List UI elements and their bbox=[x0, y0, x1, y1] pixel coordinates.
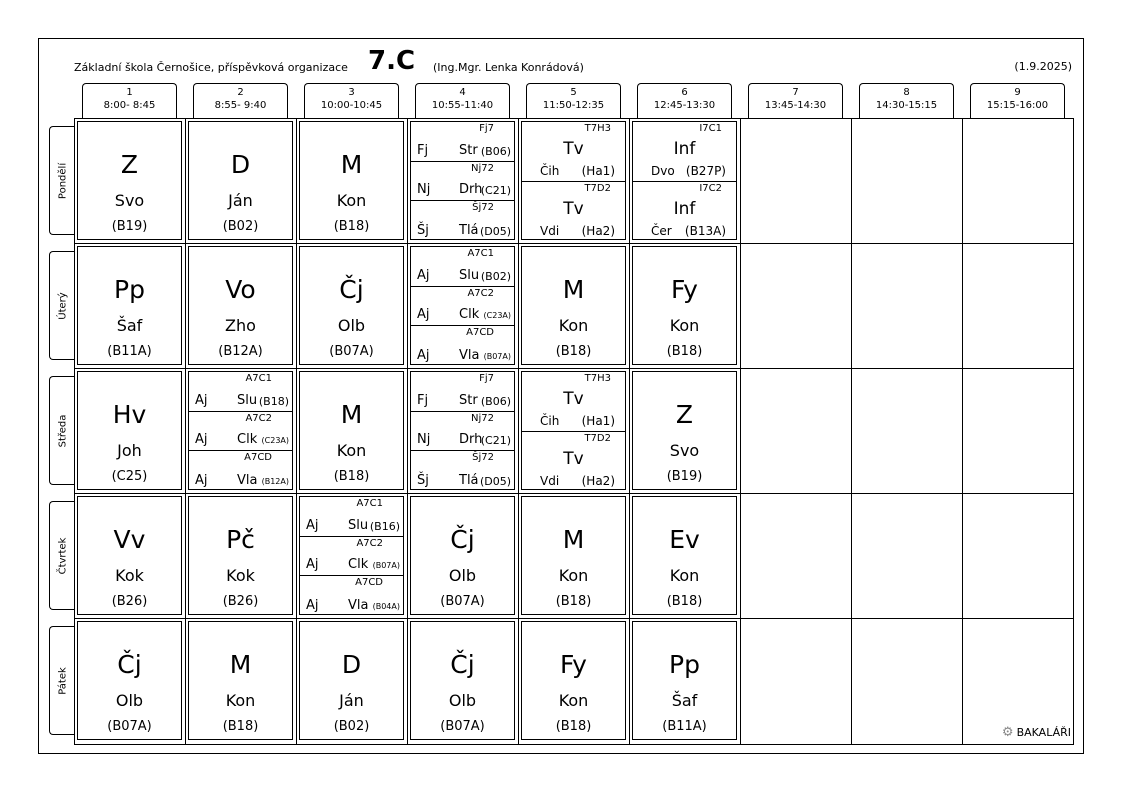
lesson-teacher: Kon bbox=[558, 566, 589, 585]
lesson-room: (D05) bbox=[479, 224, 511, 238]
lesson-room: (B04A) bbox=[372, 601, 400, 611]
lesson-teacher: Kon bbox=[336, 191, 367, 210]
lesson-subject: Šj bbox=[417, 472, 429, 488]
group-code: A7C2 bbox=[245, 412, 272, 424]
group-lesson bbox=[522, 182, 625, 241]
grid-line-horizontal bbox=[75, 368, 1073, 369]
period-time: 10:55-11:40 bbox=[431, 100, 494, 111]
lesson-teacher: Joh bbox=[117, 441, 142, 460]
lesson-subject: Hv bbox=[112, 400, 147, 429]
lesson-subject: D bbox=[230, 150, 251, 179]
lesson-cell bbox=[188, 246, 293, 365]
lesson-room: (B12A) bbox=[218, 344, 263, 359]
period-header bbox=[970, 83, 1065, 119]
lesson-cell bbox=[188, 621, 293, 740]
lesson-teacher: Zho bbox=[225, 316, 256, 335]
group-lesson bbox=[411, 247, 514, 287]
lesson-room: (B18) bbox=[333, 469, 370, 484]
lesson-teacher: Kon bbox=[669, 566, 700, 585]
group-lesson bbox=[411, 287, 514, 327]
grid-line-horizontal bbox=[75, 618, 1073, 619]
period-header bbox=[193, 83, 288, 119]
period-header bbox=[82, 83, 177, 119]
lesson-subject: M bbox=[562, 525, 585, 554]
group-code: T7H3 bbox=[584, 123, 611, 134]
period-time: 12:45-13:30 bbox=[653, 100, 716, 111]
day-name: Středa bbox=[57, 414, 68, 447]
grid-line-horizontal bbox=[75, 493, 1073, 494]
lesson-subject: Čj bbox=[450, 650, 475, 679]
period-header bbox=[748, 83, 843, 119]
day-label bbox=[49, 251, 75, 360]
lesson-room: (B16) bbox=[369, 519, 400, 533]
lesson-room: (B18) bbox=[258, 394, 289, 408]
lesson-subject: Fj bbox=[417, 392, 429, 408]
group-lesson bbox=[411, 372, 514, 412]
group-code: Šj72 bbox=[472, 202, 494, 214]
valid-date: (1.9.2025) bbox=[1014, 60, 1072, 73]
group-lesson bbox=[411, 451, 514, 490]
lesson-subject: Tv bbox=[563, 389, 584, 409]
group-code: A7C1 bbox=[245, 373, 272, 384]
lesson-cell bbox=[410, 246, 515, 365]
period-number: 9 bbox=[1014, 87, 1021, 98]
lesson-cell bbox=[521, 621, 626, 740]
lesson-subject: Aj bbox=[195, 392, 208, 408]
group-lesson bbox=[522, 432, 625, 491]
lesson-cell bbox=[632, 121, 737, 240]
lesson-subject: D bbox=[341, 650, 362, 679]
group-code: A7C2 bbox=[356, 537, 383, 549]
period-time: 8:55- 9:40 bbox=[214, 100, 267, 111]
lesson-room: (C21) bbox=[480, 184, 511, 198]
period-header bbox=[637, 83, 732, 119]
group-lesson bbox=[522, 122, 625, 182]
lesson-subject: Čj bbox=[339, 275, 364, 304]
lesson-cell bbox=[632, 496, 737, 615]
lesson-cell bbox=[410, 496, 515, 615]
group-lesson bbox=[300, 497, 403, 537]
period-time: 8:00- 8:45 bbox=[103, 100, 156, 111]
school-name: Základní škola Černošice, příspěvková organizace bbox=[74, 61, 348, 74]
lesson-cell bbox=[410, 621, 515, 740]
period-header bbox=[304, 83, 399, 119]
lesson-teacher: Clk bbox=[459, 307, 480, 323]
lesson-teacher: Kon bbox=[558, 316, 589, 335]
lesson-subject: Inf bbox=[673, 198, 696, 219]
lesson-subject: Tv bbox=[563, 448, 584, 469]
lesson-teacher: Clk bbox=[348, 557, 369, 573]
group-code: T7H3 bbox=[584, 373, 611, 384]
lesson-room: (B18) bbox=[555, 344, 592, 359]
grid-line-vertical bbox=[851, 119, 852, 744]
lesson-cell bbox=[410, 121, 515, 240]
period-time: 14:30-15:15 bbox=[875, 100, 938, 111]
lesson-subject: Šj bbox=[417, 222, 429, 238]
lesson-teacher: Ján bbox=[339, 691, 364, 710]
lesson-subject: Aj bbox=[195, 472, 208, 488]
lesson-room: (B18) bbox=[666, 594, 703, 609]
group-code: I7C1 bbox=[699, 123, 722, 134]
lesson-teacher: Šaf bbox=[116, 316, 143, 335]
group-code: Fj7 bbox=[479, 123, 494, 134]
lesson-room: (B18) bbox=[333, 219, 370, 234]
lesson-subject: Inf bbox=[673, 139, 696, 159]
lesson-room: (B18) bbox=[555, 594, 592, 609]
lesson-subject: Aj bbox=[195, 432, 208, 448]
lesson-subject: Vv bbox=[113, 525, 146, 554]
lesson-teacher: Slu bbox=[237, 392, 258, 408]
lesson-teacher: Čih bbox=[540, 413, 560, 428]
lesson-subject: Aj bbox=[306, 597, 319, 613]
gear-icon: ⚙ bbox=[1001, 725, 1014, 740]
lesson-room: (Ha2) bbox=[581, 224, 615, 238]
lesson-room: (C25) bbox=[111, 469, 148, 484]
group-code: A7C1 bbox=[356, 498, 383, 509]
lesson-subject: Nj bbox=[417, 182, 431, 198]
group-lesson bbox=[189, 412, 292, 452]
group-lesson bbox=[411, 122, 514, 162]
group-lesson bbox=[411, 326, 514, 365]
lesson-subject: M bbox=[340, 400, 363, 429]
lesson-cell bbox=[188, 121, 293, 240]
lesson-teacher: Vla bbox=[237, 472, 258, 488]
group-code: A7CD bbox=[244, 452, 272, 464]
day-name: Pondělí bbox=[57, 162, 68, 199]
lesson-teacher: Ján bbox=[228, 191, 253, 210]
lesson-room: (B07A) bbox=[440, 719, 485, 734]
lesson-subject: Pč bbox=[226, 525, 255, 554]
lesson-cell bbox=[521, 371, 626, 490]
lesson-teacher: Tlá bbox=[459, 222, 479, 238]
lesson-room: (Ha1) bbox=[581, 163, 615, 178]
lesson-teacher: Slu bbox=[348, 517, 369, 533]
lesson-teacher: Vla bbox=[348, 597, 369, 613]
lesson-room: (C23A) bbox=[261, 436, 289, 446]
period-time: 15:15-16:00 bbox=[986, 100, 1049, 111]
lesson-subject: Čj bbox=[450, 525, 475, 554]
lesson-cell bbox=[299, 246, 404, 365]
lesson-room: (D05) bbox=[479, 474, 511, 488]
lesson-subject: Tv bbox=[563, 198, 584, 219]
lesson-subject: Fy bbox=[560, 650, 587, 679]
group-code: Nj72 bbox=[471, 412, 494, 424]
lesson-cell bbox=[299, 496, 404, 615]
group-lesson bbox=[189, 451, 292, 490]
lesson-teacher: Kon bbox=[336, 441, 367, 460]
lesson-room: (B18) bbox=[666, 344, 703, 359]
period-number: 5 bbox=[570, 87, 577, 98]
period-number: 3 bbox=[348, 87, 355, 98]
lesson-teacher: Str bbox=[459, 392, 478, 408]
group-code: A7C1 bbox=[467, 248, 494, 259]
grid-line-vertical bbox=[518, 119, 519, 744]
class-teacher: (Ing.Mgr. Lenka Konrádová) bbox=[433, 61, 584, 74]
lesson-cell bbox=[299, 621, 404, 740]
lesson-subject: Nj bbox=[417, 432, 431, 448]
group-code: I7C2 bbox=[699, 182, 722, 194]
lesson-teacher: Svo bbox=[114, 191, 145, 210]
grid-line-vertical bbox=[296, 119, 297, 744]
group-code: A7CD bbox=[355, 577, 383, 589]
lesson-teacher: Kok bbox=[115, 566, 144, 585]
lesson-room: (B02) bbox=[333, 719, 370, 734]
lesson-subject: Aj bbox=[417, 307, 430, 323]
group-code: Fj7 bbox=[479, 373, 494, 384]
grid-line-vertical bbox=[185, 119, 186, 744]
lesson-teacher: Vdi bbox=[540, 224, 560, 238]
lesson-teacher: Šaf bbox=[671, 691, 698, 710]
group-code: A7CD bbox=[466, 327, 494, 339]
lesson-teacher: Vla bbox=[459, 347, 480, 363]
period-number: 4 bbox=[459, 87, 466, 98]
lesson-subject: Pp bbox=[114, 275, 145, 304]
day-label bbox=[49, 501, 75, 610]
lesson-cell bbox=[632, 371, 737, 490]
lesson-room: (B07A) bbox=[329, 344, 374, 359]
logo-text: BAKALÁŘI bbox=[1016, 726, 1071, 739]
group-lesson bbox=[411, 162, 514, 202]
lesson-teacher: Slu bbox=[459, 267, 480, 283]
day-label bbox=[49, 376, 75, 485]
lesson-subject: M bbox=[340, 150, 363, 179]
group-lesson bbox=[300, 576, 403, 615]
lesson-teacher: Čer bbox=[651, 224, 672, 238]
lesson-teacher: Olb bbox=[115, 691, 144, 710]
period-time: 13:45-14:30 bbox=[764, 100, 827, 111]
lesson-room: (B06) bbox=[480, 394, 511, 408]
lesson-room: (B06) bbox=[480, 144, 511, 158]
group-lesson bbox=[522, 372, 625, 432]
lesson-room: (B18) bbox=[222, 719, 259, 734]
lesson-room: (B26) bbox=[222, 594, 259, 609]
period-header bbox=[526, 83, 621, 119]
lesson-subject: Vo bbox=[225, 275, 256, 304]
timetable-grid bbox=[74, 118, 1074, 745]
lesson-teacher: Dvo bbox=[651, 163, 675, 178]
lesson-room: (B02) bbox=[222, 219, 259, 234]
lesson-cell bbox=[77, 496, 182, 615]
lesson-room: (B07A) bbox=[440, 594, 485, 609]
bakalari-logo bbox=[1002, 725, 1071, 740]
lesson-room: (B07A) bbox=[372, 561, 400, 571]
lesson-room: (B11A) bbox=[107, 344, 152, 359]
lesson-teacher: Drh bbox=[459, 432, 483, 448]
lesson-teacher: Str bbox=[459, 142, 478, 158]
lesson-subject: M bbox=[229, 650, 252, 679]
lesson-subject: Aj bbox=[306, 557, 319, 573]
day-name: Pátek bbox=[57, 666, 68, 695]
period-time: 10:00-10:45 bbox=[320, 100, 383, 111]
lesson-cell bbox=[77, 246, 182, 365]
lesson-room: (C21) bbox=[480, 434, 511, 448]
day-label bbox=[49, 126, 75, 235]
lesson-room: (B07A) bbox=[107, 719, 152, 734]
lesson-cell bbox=[77, 621, 182, 740]
grid-line-vertical bbox=[962, 119, 963, 744]
lesson-cell bbox=[521, 121, 626, 240]
lesson-cell bbox=[632, 621, 737, 740]
period-time: 11:50-12:35 bbox=[542, 100, 605, 111]
lesson-subject: M bbox=[562, 275, 585, 304]
group-code: Šj72 bbox=[472, 452, 494, 464]
lesson-subject: Ev bbox=[669, 525, 700, 554]
lesson-cell bbox=[521, 246, 626, 365]
lesson-subject: Fj bbox=[417, 142, 429, 158]
period-number: 2 bbox=[237, 87, 244, 98]
lesson-cell bbox=[188, 371, 293, 490]
lesson-room: (B02) bbox=[480, 269, 511, 283]
lesson-subject: Aj bbox=[417, 267, 430, 283]
grid-line-vertical bbox=[407, 119, 408, 744]
lesson-teacher: Kon bbox=[225, 691, 256, 710]
lesson-room: (B07A) bbox=[483, 351, 511, 361]
lesson-teacher: Drh bbox=[459, 182, 483, 198]
lesson-room: (C23A) bbox=[483, 311, 511, 321]
lesson-teacher: Olb bbox=[337, 316, 366, 335]
period-number: 7 bbox=[792, 87, 799, 98]
group-lesson bbox=[411, 201, 514, 240]
lesson-cell bbox=[521, 496, 626, 615]
lesson-room: (B13A) bbox=[684, 224, 726, 238]
lesson-room: (B19) bbox=[666, 469, 703, 484]
day-name: Úterý bbox=[57, 291, 68, 320]
period-number: 8 bbox=[903, 87, 910, 98]
lesson-teacher: Olb bbox=[448, 566, 477, 585]
lesson-cell bbox=[299, 121, 404, 240]
group-lesson bbox=[411, 412, 514, 452]
lesson-room: (Ha2) bbox=[581, 474, 615, 488]
lesson-teacher: Vdi bbox=[540, 474, 560, 488]
lesson-subject: Aj bbox=[306, 517, 319, 533]
day-name: Čtvrtek bbox=[57, 537, 68, 574]
lesson-cell bbox=[632, 246, 737, 365]
lesson-teacher: Kon bbox=[669, 316, 700, 335]
period-header bbox=[859, 83, 954, 119]
period-number: 6 bbox=[681, 87, 688, 98]
lesson-subject: Z bbox=[120, 150, 139, 179]
lesson-cell bbox=[77, 371, 182, 490]
group-code: T7D2 bbox=[584, 182, 611, 194]
lesson-subject: Aj bbox=[417, 347, 430, 363]
class-name: 7.C bbox=[368, 46, 416, 76]
group-lesson bbox=[300, 537, 403, 577]
group-lesson bbox=[189, 372, 292, 412]
lesson-teacher: Tlá bbox=[459, 472, 479, 488]
lesson-teacher: Kon bbox=[558, 691, 589, 710]
group-code: T7D2 bbox=[584, 432, 611, 444]
group-lesson bbox=[633, 122, 736, 182]
grid-line-vertical bbox=[740, 119, 741, 744]
lesson-subject: Pp bbox=[669, 650, 700, 679]
group-code: A7C2 bbox=[467, 287, 494, 299]
lesson-teacher: Čih bbox=[540, 163, 560, 178]
lesson-teacher: Svo bbox=[669, 441, 700, 460]
lesson-room: (B19) bbox=[111, 219, 148, 234]
lesson-cell bbox=[410, 371, 515, 490]
grid-line-horizontal bbox=[75, 243, 1073, 244]
lesson-teacher: Clk bbox=[237, 432, 258, 448]
group-code: Nj72 bbox=[471, 162, 494, 174]
lesson-subject: Fy bbox=[671, 275, 698, 304]
lesson-subject: Čj bbox=[117, 650, 142, 679]
period-number: 1 bbox=[126, 87, 133, 98]
lesson-cell bbox=[188, 496, 293, 615]
lesson-teacher: Olb bbox=[448, 691, 477, 710]
lesson-subject: Z bbox=[675, 400, 694, 429]
lesson-room: (Ha1) bbox=[581, 413, 615, 428]
lesson-cell bbox=[299, 371, 404, 490]
lesson-teacher: Kok bbox=[226, 566, 255, 585]
lesson-room: (B26) bbox=[111, 594, 148, 609]
group-lesson bbox=[633, 182, 736, 241]
grid-line-vertical bbox=[629, 119, 630, 744]
period-header bbox=[415, 83, 510, 119]
lesson-room: (B18) bbox=[555, 719, 592, 734]
lesson-room: (B27P) bbox=[685, 163, 726, 178]
day-label bbox=[49, 626, 75, 735]
lesson-subject: Tv bbox=[563, 139, 584, 159]
lesson-cell bbox=[77, 121, 182, 240]
lesson-room: (B12A) bbox=[261, 476, 289, 486]
lesson-room: (B11A) bbox=[662, 719, 707, 734]
